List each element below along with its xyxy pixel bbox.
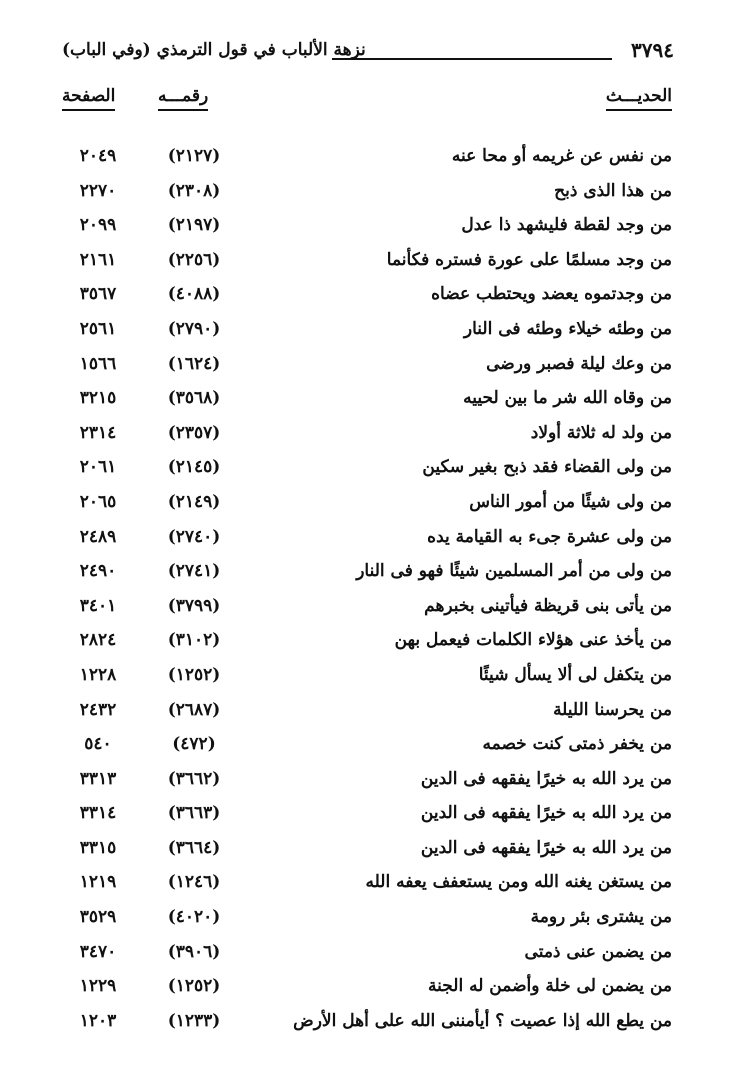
hadith-number: (١٢٣٣) [167,1010,221,1031]
hadith-number: (٢٧٩٠) [167,318,221,339]
hadith-text: من ولى القضاء فقد ذبح بغير سكين [422,457,672,478]
running-header [40,36,680,70]
table-row [40,386,680,421]
page-ref: ١٥٦٦ [79,353,117,374]
page-ref: ١٢٢٨ [79,664,117,685]
hadith-number: (٣٦٦٢) [167,768,221,789]
hadith-number: (٣١٠٢) [167,630,221,651]
table-row [40,282,680,317]
hadith-text: من هذا الذى ذبح [554,180,672,201]
hadith-number: (٢١٢٧) [167,146,221,166]
page-ref: ٣٣١٣ [79,768,117,789]
page-ref: ٢٠٦٥ [79,491,117,512]
table-row [40,248,680,283]
table-row [40,421,680,456]
page-number: ٣٧٩٤ [631,38,674,62]
page-ref: ٢٤٨٩ [79,526,117,547]
column-headers [40,86,680,126]
hadith-number: (٢٣٥٧) [167,422,221,443]
page-ref: ٢٥٦١ [79,318,117,339]
page-ref: ١٢٢٩ [79,976,117,997]
table-row [40,1009,680,1044]
table-row [40,213,680,248]
hadith-text: من وجدتموه يعضد ويحتطب عضاه [431,284,672,305]
hadith-text: من يرد الله به خيرًا يفقهه فى الدين [420,837,672,858]
hadith-text: من وجد مسلمًا على عورة فستره فكأنما [386,249,672,270]
hadith-number: (٤٧٢) [172,734,216,755]
hadith-number: (٢١٤٥) [167,457,221,478]
table-row [40,940,680,975]
page-ref: ٣٤٧٠ [79,941,117,962]
hadith-text: من وجد لقطة فليشهد ذا عدل [461,215,672,236]
hadith-text: من ولد له ثلاثة أولاد [530,422,672,443]
hadith-number: (٢١٤٩) [167,491,221,512]
hadith-number: (٣٦٦٣) [167,803,221,824]
page-ref: ٢١٦١ [79,249,117,270]
hadith-text: من يحرسنا الليلة [553,699,672,720]
page-ref: ٢٠٦١ [79,457,117,478]
page-ref: ٣٣١٥ [79,837,117,858]
table-row [40,455,680,490]
page-ref: ٣٣١٤ [79,803,117,824]
page-ref: ٣٢١٥ [79,388,117,409]
table-row [40,974,680,1009]
page-ref: ٣٥٢٩ [79,907,117,928]
hadith-text: من يتكفل لى ألا يسأل شيئًا [478,664,672,685]
table-row [40,628,680,663]
table-row [40,144,680,179]
table-row [40,663,680,698]
hadith-text: من يطع الله إذا عصيت ؟ أيأمننى الله على أهل الأرض [293,1010,672,1031]
table-row [40,836,680,871]
page-ref: ٣٥٦٧ [79,284,117,305]
hadith-text: من يضمن عنى ذمتى [524,941,672,962]
table-row [40,767,680,802]
hadith-number: (٣٧٩٩) [167,595,221,616]
hadith-text: من ولى من أمر المسلمين شيئًا فهو فى النار [356,561,672,582]
running-title: نزهة الألباب في قول الترمذي (وفي الباب) [62,40,366,60]
table-row [40,525,680,560]
hadith-text: من يرد الله به خيرًا يفقهه فى الدين [420,803,672,824]
hadith-number: (٢٣٠٨) [167,180,221,201]
index-table [40,144,680,1043]
hadith-number: (١٦٢٤) [167,353,221,374]
hadith-number: (٤٠٢٠) [167,907,221,928]
page-ref: ٥٤٠ [84,734,112,755]
page-ref: ٢٠٩٩ [79,215,117,236]
table-row [40,559,680,594]
header-rule [332,58,612,60]
page-ref: ٢٢٧٠ [79,180,117,201]
hadith-text: من يخفر ذمتى كنت خصمه [482,734,672,755]
table-row [40,698,680,733]
page-ref: ٢٤٩٠ [79,561,117,582]
hadith-text: من يضمن لى خلة وأضمن له الجنة [428,976,672,997]
table-row [40,179,680,214]
hadith-number: (٢٢٥٦) [167,249,221,270]
table-row [40,352,680,387]
hadith-number: (٢٦٨٧) [167,699,221,720]
hadith-text: من وطئه خيلاء وطئه فى النار [463,318,672,339]
hadith-number: (١٢٥٢) [167,664,221,685]
hadith-number: (٢١٩٧) [167,215,221,236]
hadith-number: (٣٥٦٨) [167,388,221,409]
page-ref: ١٢٠٣ [79,1010,117,1031]
hadith-text: من وقاه الله شر ما بين لحييه [463,388,672,409]
table-row [40,732,680,767]
page-ref: ٢٨٢٤ [79,630,117,651]
hadith-text: من نفس عن غريمه أو محا عنه [451,146,672,166]
hadith-number: (٢٧٤٠) [167,526,221,547]
column-header-hadith: الحديـــث [606,86,672,111]
hadith-text: من ولى شيئًا من أمور الناس [469,491,672,512]
hadith-text: من يستغن يغنه الله ومن يستعفف يعفه الله [365,872,672,893]
table-row [40,801,680,836]
hadith-number: (٣٩٠٦) [167,941,221,962]
table-row [40,870,680,905]
hadith-number: (٣٦٦٤) [167,837,221,858]
hadith-number: (١٢٥٢) [167,976,221,997]
column-header-page: الصفحة [62,86,115,111]
table-row [40,490,680,525]
column-header-number: رقمـــه [158,86,208,111]
table-row [40,905,680,940]
table-row [40,317,680,352]
hadith-number: (٤٠٨٨) [167,284,221,305]
hadith-text: من يرد الله به خيرًا يفقهه فى الدين [420,768,672,789]
hadith-text: من يشترى بئر رومة [530,907,672,928]
hadith-number: (٢٧٤١) [167,561,221,582]
hadith-text: من يأخذ عنى هؤلاء الكلمات فيعمل بهن [394,630,672,651]
hadith-number: (١٢٤٦) [167,872,221,893]
hadith-text: من وعك ليلة فصبر ورضى [486,353,672,374]
hadith-text: من ولى عشرة جىء به القيامة يده [427,526,672,547]
page-ref: ٢٣١٤ [79,422,117,443]
table-row [40,594,680,629]
hadith-text: من يأتى بنى قريظة فيأتينى بخبرهم [424,595,672,616]
page-ref: ٣٤٠١ [79,595,117,616]
page-ref: ٢٠٤٩ [79,146,117,166]
page-ref: ١٢١٩ [79,872,117,893]
page-ref: ٢٤٣٢ [79,699,117,720]
